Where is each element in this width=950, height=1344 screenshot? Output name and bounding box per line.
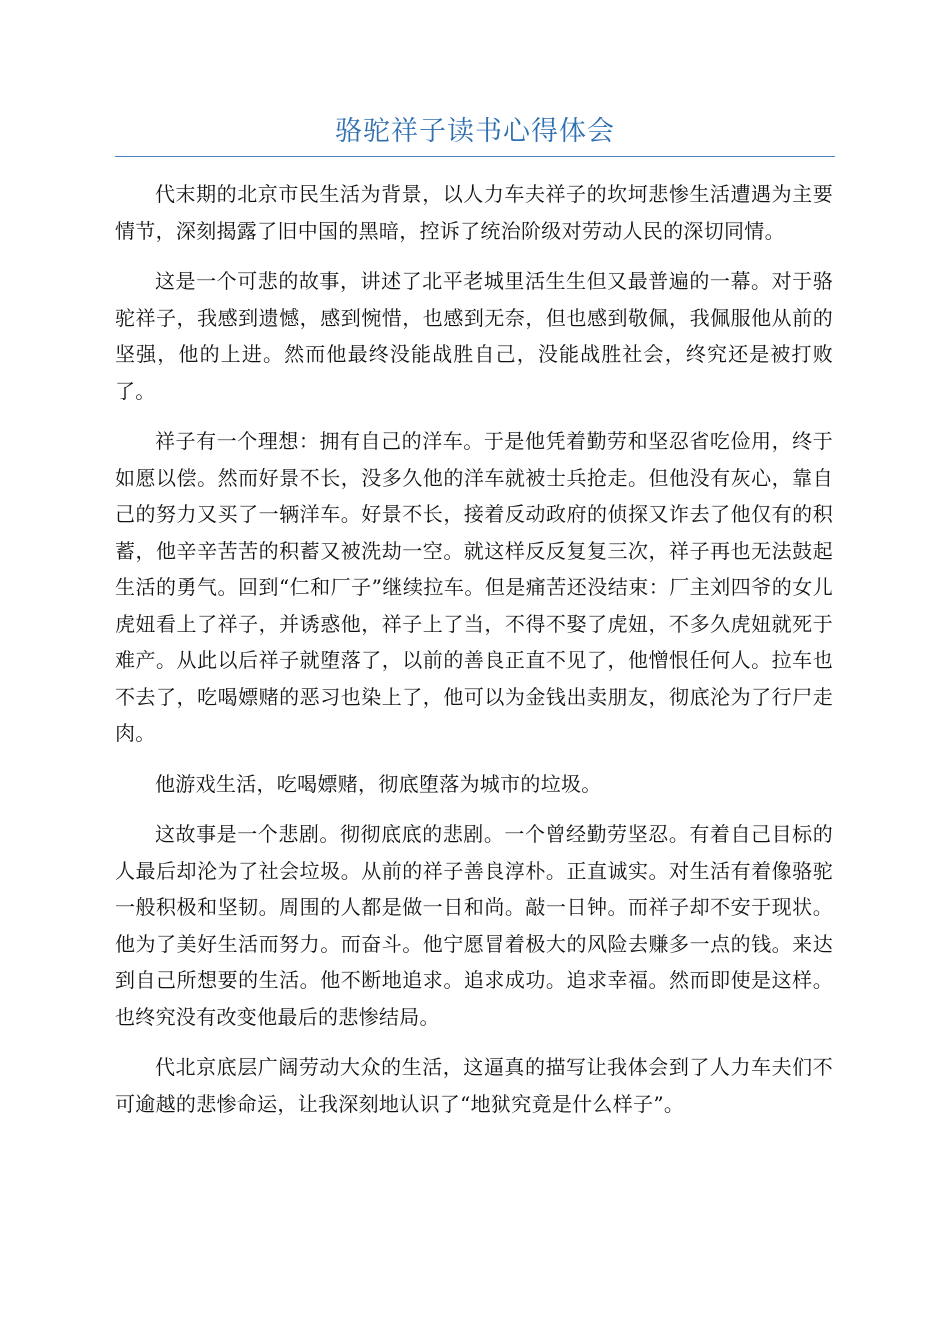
paragraph-3: 祥子有一个理想：拥有自己的洋车。于是他凭着勤劳和坚忍省吃俭用，终于如愿以偿。然而好景不长，没多久他的洋车就被士兵抢走。但他没有灰心，靠自己的努力又买了一辆洋车。好景不长，接着反动政府的侦探又诈去了他仅有的积蓄，他辛辛苦苦的积蓄又被洗劫一空。就这样反反复复三次，祥子再也无法鼓起生活的勇气。回到“仁和厂子”继续拉车。但是痛苦还没结束：厂主刘四爷的女儿虎妞看上了祥子，并诱惑他，祥子上了当，不得不娶了虎妞，不多久虎妞就死于难产。从此以后祥子就堕落了，以前的善良正直不见了，他憎恨任何人。拉车也不去了，吃喝嫖赌的恶习也染上了，他可以为金钱出卖朋友，彻底沦为了行尸走肉。: [115, 429, 833, 745]
paragraph-5: 这故事是一个悲剧。彻彻底底的悲剧。一个曾经勤劳坚忍。有着自己目标的人最后却沦为了社会垃圾。从前的祥子善良淳朴。正直诚实。对生活有着像骆驼一般积极和坚韧。周围的人都是做一日和尚。敲一日钟。而祥子却不安于现状。他为了美好生活而努力。而奋斗。他宁愿冒着极大的风险去赚多一点的钱。来达到自己所想要的生活。他不断地追求。追求成功。追求幸福。然而即使是这样。也终究没有改变他最后的悲惨结局。: [115, 822, 833, 1029]
document-body: [115, 176, 833, 1136]
paragraph-6: 代北京底层广阔劳动大众的生活，这逼真的描写让我体会到了人力车夫们不可逾越的悲惨命运，让我深刻地认识了“地狱究竟是什么样子”。: [115, 1055, 833, 1116]
paragraph-4: 他游戏生活，吃喝嫖赌，彻底堕落为城市的垃圾。: [155, 771, 602, 796]
paragraph-1: 代末期的北京市民生活为背景，以人力车夫祥子的坎坷悲惨生活遭遇为主要情节，深刻揭露了旧中国的黑暗，控诉了统治阶级对劳动人民的深切同情。: [115, 182, 833, 243]
paragraph-2: 这是一个可悲的故事，讲述了北平老城里活生生但又最普遍的一幕。对于骆驼祥子，我感到遗憾，感到惋惜，也感到无奈，但也感到敬佩，我佩服他从前的坚强，他的上进。然而他最终没能战胜自己，没能战胜社会，终究还是被打败了。: [115, 269, 833, 403]
title-block: [115, 112, 835, 157]
document-title: 骆驼祥子读书心得体会: [335, 116, 615, 147]
